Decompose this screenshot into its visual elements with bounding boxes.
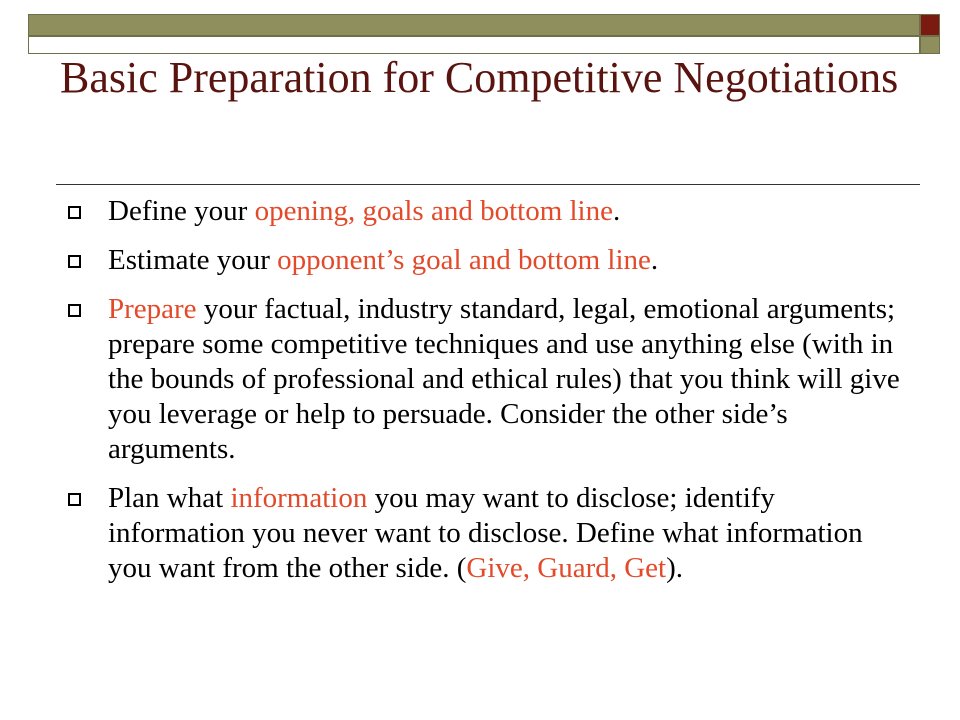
header-corner-maroon: [920, 14, 940, 36]
bullet-segment: .: [650, 244, 659, 276]
bullet-segment: Define your: [108, 195, 255, 227]
hollow-square-bullet-icon: [68, 304, 81, 317]
bullet-segment: Plan what: [108, 482, 231, 514]
bullet-segment-highlight: information: [230, 482, 368, 514]
bullet-text: [108, 195, 620, 227]
bullet-segment: .: [612, 195, 621, 227]
bullet-segment-highlight: opponent’s goal and bottom line: [277, 244, 651, 276]
bullet-item: [62, 194, 912, 229]
bullet-item: [62, 481, 912, 586]
hollow-square-bullet-icon: [68, 493, 81, 506]
slide-title: Basic Preparation for Competitive Negotiations: [60, 53, 899, 102]
bullet-text: [108, 482, 863, 584]
header-corner-olive: [920, 36, 940, 54]
bullet-segment-highlight: Give, Guard, Get: [466, 552, 667, 584]
bullet-list: [62, 194, 912, 600]
bullet-segment: ).: [666, 552, 684, 584]
bullet-segment: Estimate your: [108, 244, 278, 276]
header-band-top: [28, 14, 920, 36]
hollow-square-bullet-icon: [68, 255, 81, 268]
bullet-item: [62, 243, 912, 278]
bullet-text: [108, 244, 658, 276]
bullet-segment: your factual, industry standard, legal, emotional arguments; prepare some competitive techniques and use anything else (with in the bounds of professional and ethical rules) that you think will give you leverage or help to persuade. Consider the other side’s arguments.: [108, 293, 900, 465]
bullet-segment-highlight: opening, goals and bottom line: [254, 195, 613, 227]
hollow-square-bullet-icon: [68, 206, 81, 219]
bullet-text: [108, 293, 900, 465]
bullet-item: [62, 292, 912, 467]
title-divider: [56, 184, 920, 185]
bullet-segment-highlight: Prepare: [108, 293, 197, 325]
bullet-segment: you may want to disclose; identify information you never want to disclose. Define what information you want from the other side. (: [108, 482, 863, 584]
